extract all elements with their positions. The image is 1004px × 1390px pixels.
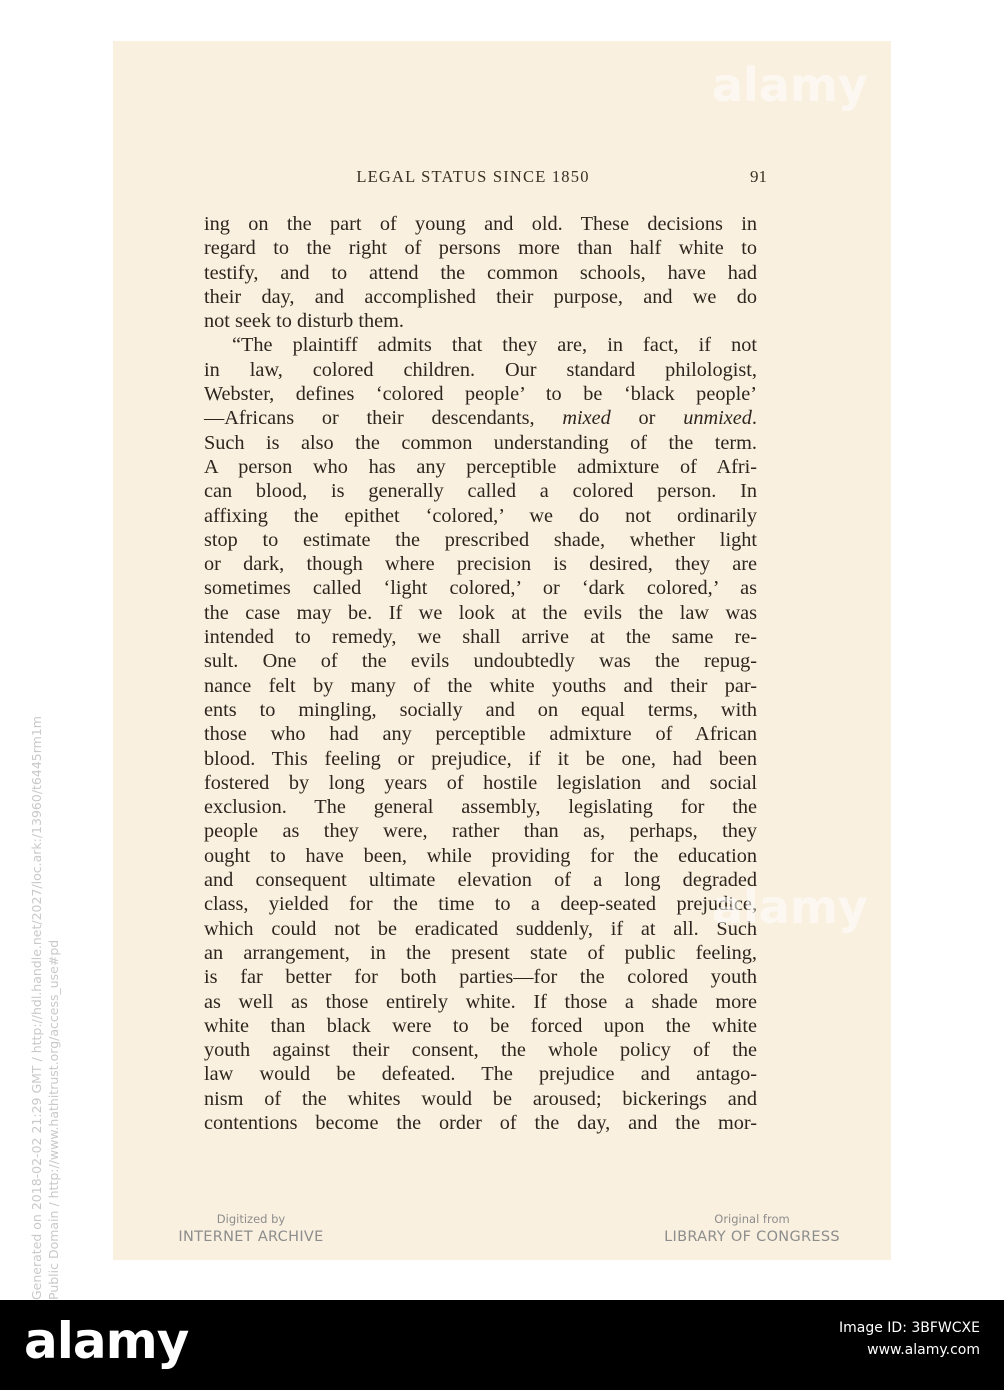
image-id-label: Image ID: 3BFWCXE (839, 1320, 980, 1336)
text-line: regard to the right of persons more than half white to (204, 237, 757, 260)
hathitrust-side-watermark (28, 716, 62, 1300)
text-line: affixing the epithet ‘colored,’ we do not ordinarily (204, 504, 757, 527)
digitized-by-label: Digitized by (216, 1212, 286, 1226)
alamy-watermark-middle: alamy (712, 880, 868, 934)
text-line: —Africans or their descendants, mixed or unmixed. (204, 407, 757, 430)
text-line: an arrangement, in the present state of public feeling, (204, 941, 757, 964)
text-line: nance felt by many of the white youths and their par- (204, 674, 757, 697)
side-watermark-line-1: Generated on 2018-02-02 21:29 GMT / http://hdl.handle.net/2027/loc.ark:/13960/t6445rm1m (29, 716, 44, 1300)
scanned-page (113, 41, 891, 1260)
text-line: ing on the part of young and old. These decisions in (204, 213, 757, 235)
text-line: “The plaintiff admits that they are, in fact, if not (232, 334, 757, 357)
text-line: class, yielded for the time to a deep-seated prejudice, (204, 893, 757, 916)
text-line: not seek to disturb them. (204, 310, 404, 333)
text-line: people as they were, rather than as, perhaps, they (204, 820, 757, 843)
text-line: Webster, defines ‘colored people’ to be ‘black people’ (204, 383, 757, 406)
text-line: ought to have been, while providing for the education (204, 844, 757, 867)
original-from-credit (654, 1212, 850, 1245)
text-line: their day, and accomplished their purpose, and we do (204, 285, 757, 308)
stock-url-label: www.alamy.com (867, 1342, 980, 1358)
text-line: ents to mingling, socially and on equal terms, with (204, 698, 757, 721)
text-line: intended to remedy, we shall arrive at the same re- (204, 626, 757, 649)
text-line: testify, and to attend the common schools, have had (204, 261, 757, 284)
running-head (113, 167, 891, 191)
text-line: contentions become the order of the day, and the mor- (204, 1111, 757, 1134)
text-line: Such is also the common understanding of the term. (204, 431, 757, 454)
text-line: in law, colored children. Our standard philologist, (204, 358, 757, 381)
text-line: is far better for both parties—for the colored youth (204, 966, 757, 989)
text-line: youth against their consent, the whole policy of the (204, 1039, 757, 1062)
library-of-congress-label: LIBRARY OF CONGRESS (664, 1229, 840, 1245)
digitized-by-credit (176, 1212, 326, 1245)
text-line: can blood, is generally called a colored person. In (204, 480, 757, 503)
text-line: and consequent ultimate elevation of a long degraded (204, 869, 757, 892)
text-line: white than black were to be forced upon the white (204, 1014, 757, 1037)
original-from-label: Original from (714, 1212, 790, 1226)
text-line: or dark, though where precision is desired, they are (204, 553, 757, 576)
running-head-title: LEGAL STATUS SINCE 1850 (356, 167, 590, 186)
text-line: the case may be. If we look at the evils the law was (204, 601, 757, 624)
text-line: stop to estimate the prescribed shade, whether light (204, 528, 757, 551)
text-line: A person who has any perceptible admixture of Afri- (204, 455, 757, 478)
text-line: law would be defeated. The prejudice and antago- (204, 1063, 757, 1086)
text-line: fostered by long years of hostile legislation and social (204, 771, 757, 794)
page-number: 91 (750, 167, 767, 186)
alamy-watermark-top: alamy (712, 58, 868, 112)
text-line: sult. One of the evils undoubtedly was the repug- (204, 650, 757, 673)
text-line: exclusion. The general assembly, legislating for the (204, 796, 757, 819)
alamy-logo: alamy (24, 1312, 189, 1370)
text-line: which could not be eradicated suddenly, if at all. Such (204, 917, 757, 940)
text-line: nism of the whites would be aroused; bickerings and (204, 1087, 757, 1110)
side-watermark-line-2: Public Domain / http://www.hathitrust.org/access_use#pd (46, 939, 61, 1300)
text-line: blood. This feeling or prejudice, if it be one, had been (204, 747, 757, 770)
internet-archive-label: INTERNET ARCHIVE (178, 1229, 324, 1245)
text-line: those who had any perceptible admixture of African (204, 723, 757, 746)
text-line: sometimes called ‘light colored,’ or ‘dark colored,’ as (204, 577, 757, 600)
text-line: as well as those entirely white. If those a shade more (204, 990, 757, 1013)
body-text (204, 212, 757, 1135)
